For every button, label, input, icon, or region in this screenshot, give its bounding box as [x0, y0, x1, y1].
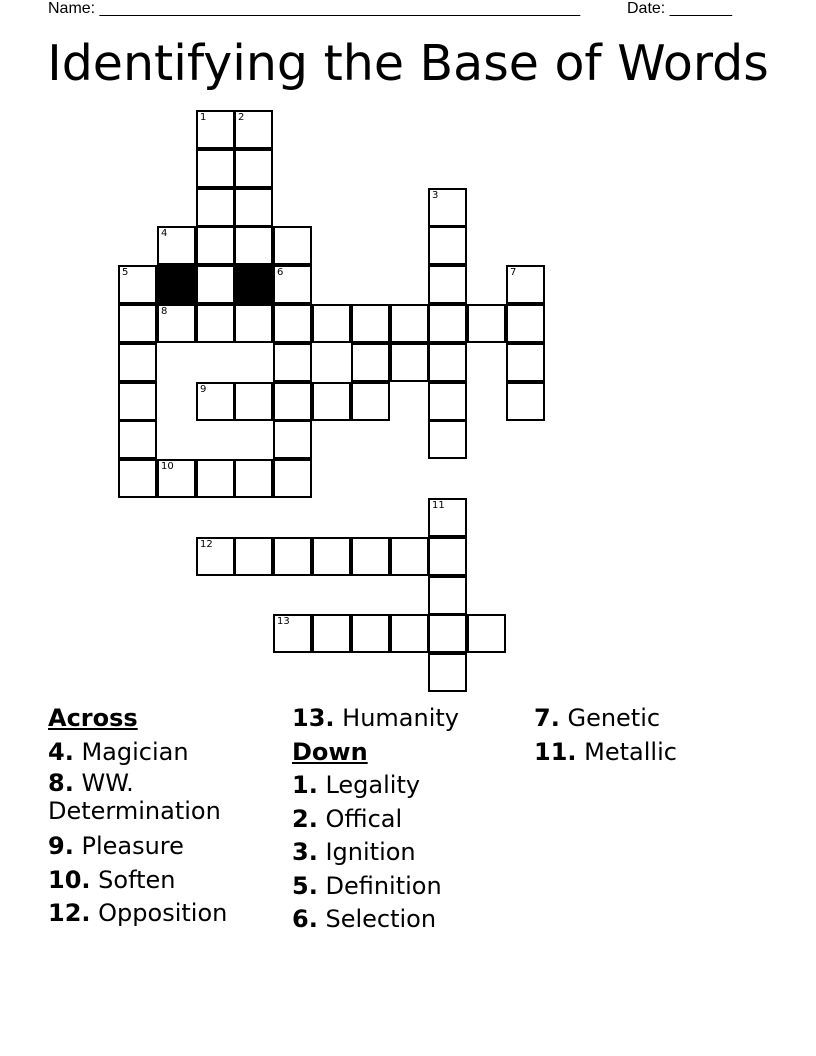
- clue-across-12: [48, 897, 288, 931]
- grid-cell[interactable]: [351, 304, 390, 343]
- grid-cell[interactable]: [428, 576, 467, 615]
- blocked-cell: [234, 265, 273, 304]
- cell-number: 5: [122, 267, 129, 278]
- grid-cell[interactable]: [196, 537, 235, 576]
- clue-number: 5.: [292, 871, 318, 900]
- blocked-cell: [157, 265, 196, 304]
- cell-number: 4: [161, 228, 168, 239]
- clue-text: Legality: [325, 771, 421, 799]
- clue-column-3: [534, 702, 774, 769]
- grid-cell[interactable]: [467, 614, 506, 653]
- clue-column-1: [48, 702, 288, 931]
- grid-cell[interactable]: [118, 420, 157, 459]
- grid-cell[interactable]: [118, 304, 157, 343]
- grid-cell[interactable]: [273, 226, 312, 265]
- clue-number: 8.: [48, 769, 74, 797]
- clue-across-4: [48, 736, 288, 770]
- grid-cell[interactable]: [234, 304, 273, 343]
- down-heading: Down: [292, 737, 368, 766]
- clue-text: Selection: [325, 905, 437, 933]
- clue-text: Ignition: [325, 838, 416, 866]
- grid-cell[interactable]: [428, 498, 467, 537]
- grid-cell[interactable]: [312, 304, 351, 343]
- cell-number: 9: [200, 384, 207, 395]
- grid-cell[interactable]: [196, 382, 235, 421]
- grid-cell[interactable]: [390, 537, 429, 576]
- grid-cell[interactable]: [234, 149, 273, 188]
- cell-number: 10: [161, 461, 174, 472]
- clue-text: Magician: [81, 737, 189, 766]
- grid-cell[interactable]: [273, 420, 312, 459]
- grid-cell[interactable]: [506, 382, 545, 421]
- grid-cell[interactable]: [157, 304, 196, 343]
- grid-cell[interactable]: [428, 614, 467, 653]
- clue-number: 7.: [534, 704, 560, 732]
- grid-cell[interactable]: [351, 343, 390, 382]
- clue-text: Metallic: [584, 737, 677, 766]
- cell-number: 6: [277, 267, 284, 278]
- grid-cell[interactable]: [351, 382, 390, 421]
- grid-cell[interactable]: [273, 614, 312, 653]
- clue-number: 13.: [292, 704, 335, 732]
- grid-cell[interactable]: [273, 343, 312, 382]
- across-heading: Across: [48, 704, 138, 732]
- grid-cell[interactable]: [234, 459, 273, 498]
- grid-cell[interactable]: [506, 343, 545, 382]
- cell-number: 11: [432, 500, 445, 511]
- grid-cell[interactable]: [428, 382, 467, 421]
- clue-text: Definition: [325, 871, 442, 900]
- clue-text: Genetic: [567, 704, 661, 732]
- grid-cell[interactable]: [428, 188, 467, 227]
- clue-column-2: [292, 702, 532, 937]
- clue-number: 12.: [48, 899, 91, 927]
- clue-text: Offical: [325, 804, 403, 833]
- grid-cell[interactable]: [157, 226, 196, 265]
- grid-cell[interactable]: [273, 537, 312, 576]
- grid-cell[interactable]: [273, 382, 312, 421]
- worksheet-header: [48, 0, 748, 20]
- name-line: Name: ______________________________________________________: [48, 0, 581, 17]
- grid-cell[interactable]: [273, 304, 312, 343]
- grid-cell[interactable]: [390, 304, 429, 343]
- grid-cell[interactable]: [506, 265, 545, 304]
- grid-cell[interactable]: [234, 226, 273, 265]
- grid-cell[interactable]: [351, 614, 390, 653]
- clue-down-1: [292, 769, 532, 803]
- grid-cell[interactable]: [196, 265, 235, 304]
- grid-cell[interactable]: [196, 226, 235, 265]
- grid-cell[interactable]: [312, 537, 351, 576]
- clue-number: 11.: [534, 737, 577, 766]
- clue-across-9: [48, 830, 288, 864]
- cell-number: 8: [161, 306, 168, 317]
- grid-cell[interactable]: [118, 265, 157, 304]
- clue-down-2: [292, 803, 532, 837]
- clue-across-13: [292, 702, 532, 736]
- date-line: Date: _______: [627, 0, 732, 17]
- clue-text: WW. Determination: [48, 769, 221, 825]
- clue-number: 10.: [48, 865, 91, 894]
- grid-cell[interactable]: [234, 382, 273, 421]
- grid-cell[interactable]: [467, 304, 506, 343]
- grid-cell[interactable]: [234, 537, 273, 576]
- clue-number: 2.: [292, 804, 318, 833]
- grid-cell[interactable]: [351, 537, 390, 576]
- clue-across-8: [48, 769, 288, 825]
- grid-cell[interactable]: [390, 343, 429, 382]
- page-title: Identifying the Base of Words: [47, 35, 769, 92]
- grid-cell[interactable]: [234, 110, 273, 149]
- cell-number: 2: [238, 112, 245, 123]
- clue-text: Soften: [98, 865, 176, 894]
- grid-cell[interactable]: [273, 265, 312, 304]
- grid-cell[interactable]: [118, 459, 157, 498]
- clue-number: 9.: [48, 832, 74, 860]
- grid-cell[interactable]: [196, 304, 235, 343]
- grid-cell[interactable]: [312, 614, 351, 653]
- grid-cell[interactable]: [196, 110, 235, 149]
- cell-number: 1: [200, 112, 207, 123]
- grid-cell[interactable]: [428, 420, 467, 459]
- clue-text: Humanity: [342, 704, 459, 732]
- grid-cell[interactable]: [428, 265, 467, 304]
- clue-text: Opposition: [98, 899, 228, 927]
- grid-cell[interactable]: [118, 382, 157, 421]
- clue-number: 6.: [292, 905, 318, 933]
- clue-number: 3.: [292, 838, 318, 866]
- grid-cell[interactable]: [196, 188, 235, 227]
- cell-number: 12: [200, 539, 213, 550]
- grid-cell[interactable]: [428, 537, 467, 576]
- clue-down-3: [292, 836, 532, 870]
- clue-number: 1.: [292, 771, 318, 799]
- grid-cell[interactable]: [428, 653, 467, 692]
- clue-down-5: [292, 870, 532, 904]
- clue-down-6: [292, 903, 532, 937]
- grid-cell[interactable]: [428, 226, 467, 265]
- cell-number: 7: [510, 267, 517, 278]
- clue-text: Pleasure: [81, 832, 184, 860]
- grid-cell[interactable]: [506, 304, 545, 343]
- grid-cell[interactable]: [196, 149, 235, 188]
- clue-down-7: [534, 702, 774, 736]
- clue-across-10: [48, 864, 288, 898]
- grid-cell[interactable]: [273, 459, 312, 498]
- grid-cell[interactable]: [118, 343, 157, 382]
- grid-cell[interactable]: [390, 614, 429, 653]
- grid-cell[interactable]: [157, 459, 196, 498]
- grid-cell[interactable]: [428, 343, 467, 382]
- grid-cell[interactable]: [312, 382, 351, 421]
- cell-number: 13: [277, 616, 290, 627]
- clue-down-11: [534, 736, 774, 770]
- grid-cell[interactable]: [428, 304, 467, 343]
- cell-number: 3: [432, 190, 439, 201]
- clue-number: 4.: [48, 737, 74, 766]
- grid-cell[interactable]: [196, 459, 235, 498]
- grid-cell[interactable]: [234, 188, 273, 227]
